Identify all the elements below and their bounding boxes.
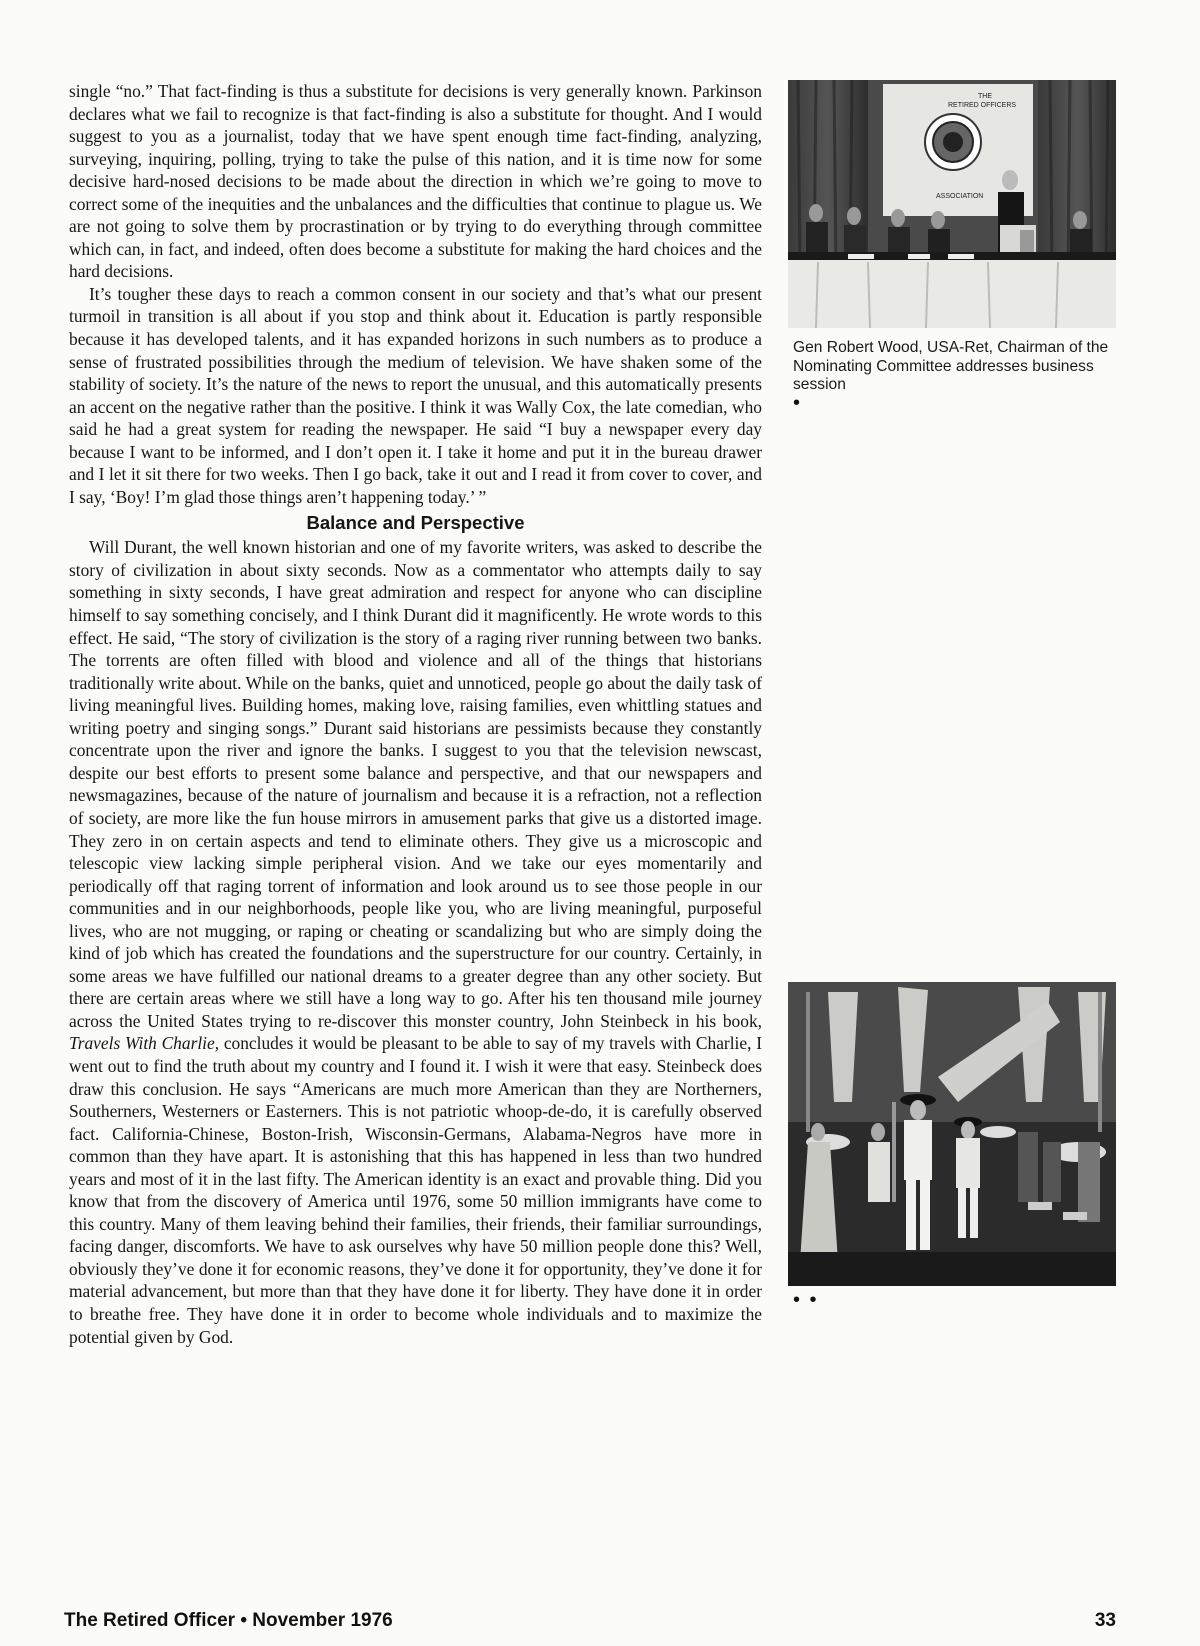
- banner-text: THE: [978, 93, 992, 100]
- business-session-image: [788, 80, 1116, 328]
- tablecloth: [788, 260, 1116, 328]
- business-session-photo: [788, 80, 1116, 328]
- article-paragraph: It’s tougher these days to reach a common consent in our society and that’s what our present turmoil in transition is all about if you stop and think about it. Education is partly responsible because it has developed talents, and it has expanded horizons in such numbers as to produce a sense of frustrated possibilities through the medium of television. We have shaken some of the stability of society. It’s the nature of the news to report the unusual, and this automatically presents an accent on the negative rather than the positive. I think it was Wally Cox, the late comedian, who said he had a great system for reading the newspaper. He said “I buy a newspaper every day because I want to be informed, and I don’t open it. I take it home and put it in the bureau drawer and I let it sit there for two weeks. Then I go back, take it out and I read it from cover to cover, and I say, ‘Boy! I’m glad those things aren’t happening today.’ ”: [69, 283, 762, 507]
- paragraph-text: concludes it would be pleasant to be able to say of my travels with Charlie, I went out to find the truth about my country and I found it. I wish it were that easy. Steinbeck does draw this conclusion. He says “Americans are much more American than they are Northerners, Southerners, Westerners or Easterners. This is not patriotic whoop-de-do, it is carefully observed fact. California-Chinese, Boston-Irish, Wisconsin-Germans, Alabama-Negros have more in common than they have apart. It is astonishing that this has happened in less than two hundred years and most of it in the last fifty. The American identity is an exact and provable thing. Did you know that from the discovery of America until 1976, some 50 million immigrants have come to this country. Many of them leaving behind their families, their friends, their familiar surroundings, facing danger, discomforts. We have to ask ourselves why have 50 million people done this? Well, obviously they’ve done it for economic reasons, they’ve done it for opportunity, they’ve done it for material advancement, but more than that they have done it for liberty. They have done it in order to breathe free. They have done it in order to become whole individuals and to maximize the potential given by God.: [69, 1033, 762, 1347]
- article-paragraph: single “no.” That fact-finding is thus a substitute for decisions is very generally known. Parkinson declares what we fail to recognize is that fact-finding is also a substitute for thought. And I would suggest to you as a journalist, today that we have spent enough time fact-finding, analyzing, surveying, inquiring, polling, trying to take the pulse of this nation, and it is time now for some decisive hard-nosed decisions to be made about the direction in which we’re going to move to correct some of the inequities and the unbalances and the difficulties that continue to plague us. We are not going to solve them by procrastination or by trying to do everything through committee which can, in fact, and indeed, often does become a substitute for making the hard choices and the hard decisions.: [69, 81, 762, 282]
- publication-line: The Retired Officer • November 1976: [64, 1610, 393, 1631]
- photo-caption: Gen Robert Wood, USA-Ret, Chairman of the Nominating Committee addresses business session: [793, 339, 1109, 393]
- book-title: Travels With Charlie,: [69, 1033, 220, 1054]
- banner-text: RETIRED OFFICERS: [948, 102, 1017, 109]
- photo-marker: •: [793, 392, 801, 414]
- speaker-figure: [1002, 170, 1018, 190]
- section-subhead: Balance and Perspective: [306, 512, 525, 534]
- photo-marker: • •: [793, 1289, 819, 1311]
- procession-image: [788, 982, 1116, 1286]
- banner-text: ASSOCIATION: [936, 193, 984, 200]
- page-number: 33: [1094, 1610, 1116, 1631]
- article-body: [69, 80, 762, 1348]
- paragraph-text: Will Durant, the well known historian and one of my favorite writers, was asked to describe the story of civilization in about sixty seconds. Now as a commentator who attempts daily to say something in sixty seconds, I have great admiration and respect for anyone who can discipline himself to say something concisely, and I think Durant did it magnificently. He wrote words to this effect. He said, “The story of civilization is the story of a raging river running between two banks. The torrents are often filled with blood and violence and all of the things that historians traditionally write about. While on the banks, quiet and unnoticed, people go about the daily task of living meaningful lives. Building homes, making love, raising families, even whittling statues and writing poetry and singing songs.” Durant said historians are pessimists because they constantly concentrate upon the river and ignore the banks. I suggest to you that the television newscast, despite our best efforts to present some balance and perspective, and that our newspapers and newsmagazines, because of the nature of journalism and because it is a refraction, not a reflection of society, are more like the fun house mirrors in amusement parks that give us a distorted image. They zero in on certain aspects and tend to eliminate others. They give us a microscopic and telescopic view lacking simple peripheral vision. And we take our eyes momentarily and periodically off that raging torrent of information and look around us to see those people in our communities and in our neighborhoods, people like you, who are living meaningful, purposeful lives, who are not mugging, or raping or cheating or scandalizing but who are simply doing the kind of job which has created the foundations and the superstructure for our country. Certainly, in some areas we have fulfilled our national dreams to a greater degree than any other society. But there are certain areas where we still have a long way to go. After his ten thousand mile journey across the United States trying to re-discover this monster country, John Steinbeck in his book,: [69, 537, 762, 1031]
- article-paragraph: [69, 536, 762, 1348]
- procession-photo: [788, 982, 1116, 1286]
